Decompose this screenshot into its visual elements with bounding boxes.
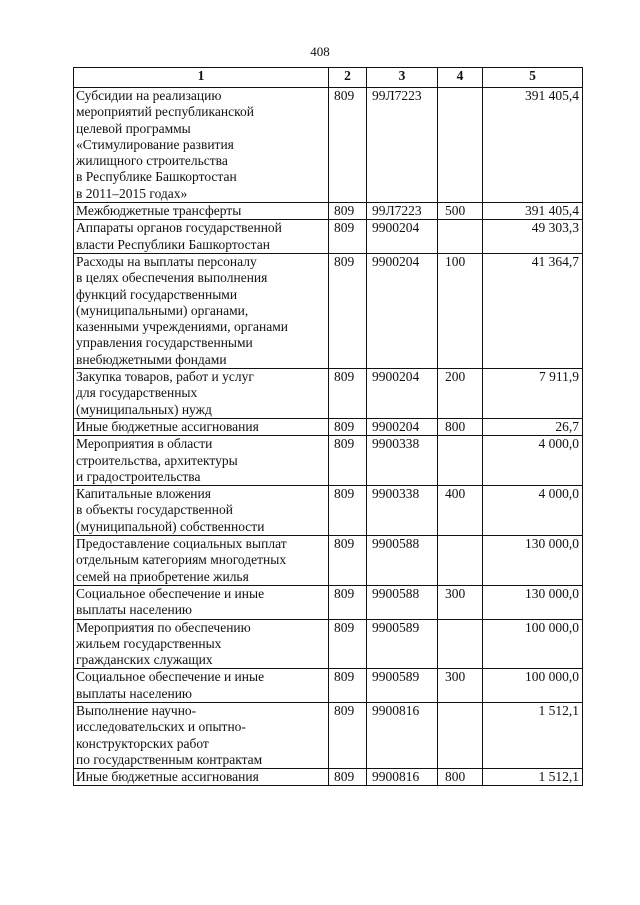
table-row bbox=[74, 369, 583, 419]
row-name-cell: Мероприятия в области строительства, архитектуры и градостроительства bbox=[74, 436, 329, 486]
row-type-cell bbox=[438, 436, 483, 486]
row-type-cell bbox=[438, 536, 483, 586]
row-article-cell: 9900589 bbox=[367, 619, 438, 669]
row-type-cell: 100 bbox=[438, 253, 483, 368]
row-name-cell: Выполнение научно- исследовательских и опытно- конструкторских работ по государственным контрактам bbox=[74, 702, 329, 768]
row-type-cell: 800 bbox=[438, 418, 483, 435]
row-code-cell: 809 bbox=[329, 203, 367, 220]
row-code-cell: 809 bbox=[329, 88, 367, 203]
header-col-3: 3 bbox=[367, 68, 438, 88]
row-name-cell: Межбюджетные трансферты bbox=[74, 203, 329, 220]
row-article-cell: 9900204 bbox=[367, 220, 438, 254]
row-code-cell: 809 bbox=[329, 702, 367, 768]
row-name-cell: Закупка товаров, работ и услуг для государственных (муниципальных) нужд bbox=[74, 369, 329, 419]
row-type-cell bbox=[438, 220, 483, 254]
row-amount-cell: 130 000,0 bbox=[483, 585, 583, 619]
table-row bbox=[74, 536, 583, 586]
table-header-row bbox=[74, 68, 583, 88]
table-row bbox=[74, 486, 583, 536]
row-type-cell: 400 bbox=[438, 486, 483, 536]
table-row bbox=[74, 253, 583, 368]
row-type-cell: 500 bbox=[438, 203, 483, 220]
table-row bbox=[74, 203, 583, 220]
row-article-cell: 99Л7223 bbox=[367, 203, 438, 220]
row-article-cell: 9900588 bbox=[367, 585, 438, 619]
row-article-cell: 99Л7223 bbox=[367, 88, 438, 203]
row-article-cell: 9900204 bbox=[367, 418, 438, 435]
row-amount-cell: 4 000,0 bbox=[483, 486, 583, 536]
table-row bbox=[74, 619, 583, 669]
header-col-5: 5 bbox=[483, 68, 583, 88]
row-amount-cell: 130 000,0 bbox=[483, 536, 583, 586]
row-article-cell: 9900588 bbox=[367, 536, 438, 586]
row-amount-cell: 391 405,4 bbox=[483, 203, 583, 220]
row-amount-cell: 49 303,3 bbox=[483, 220, 583, 254]
row-amount-cell: 1 512,1 bbox=[483, 769, 583, 786]
row-amount-cell: 391 405,4 bbox=[483, 88, 583, 203]
page-number: 408 bbox=[310, 44, 330, 59]
table-row bbox=[74, 88, 583, 203]
row-code-cell: 809 bbox=[329, 369, 367, 419]
row-type-cell bbox=[438, 88, 483, 203]
row-name-cell: Иные бюджетные ассигнования bbox=[74, 418, 329, 435]
row-amount-cell: 4 000,0 bbox=[483, 436, 583, 486]
row-article-cell: 9900338 bbox=[367, 436, 438, 486]
table-row bbox=[74, 436, 583, 486]
row-code-cell: 809 bbox=[329, 585, 367, 619]
header-col-4: 4 bbox=[438, 68, 483, 88]
row-article-cell: 9900338 bbox=[367, 486, 438, 536]
row-article-cell: 9900816 bbox=[367, 769, 438, 786]
table-row bbox=[74, 669, 583, 703]
row-code-cell: 809 bbox=[329, 220, 367, 254]
row-code-cell: 809 bbox=[329, 669, 367, 703]
row-amount-cell: 1 512,1 bbox=[483, 702, 583, 768]
row-name-cell: Социальное обеспечение и иные выплаты населению bbox=[74, 585, 329, 619]
row-name-cell: Иные бюджетные ассигнования bbox=[74, 769, 329, 786]
row-name-cell: Аппараты органов государственной власти Республики Башкортостан bbox=[74, 220, 329, 254]
row-type-cell bbox=[438, 619, 483, 669]
row-article-cell: 9900589 bbox=[367, 669, 438, 703]
row-name-cell: Расходы на выплаты персоналу в целях обеспечения выполнения функций государственными (муниципальными) органами, казенными учреждениями, органами управления государственными внебюджетными фондами bbox=[74, 253, 329, 368]
row-code-cell: 809 bbox=[329, 418, 367, 435]
row-article-cell: 9900204 bbox=[367, 369, 438, 419]
row-type-cell: 200 bbox=[438, 369, 483, 419]
row-amount-cell: 41 364,7 bbox=[483, 253, 583, 368]
table-body bbox=[74, 88, 583, 786]
row-code-cell: 809 bbox=[329, 536, 367, 586]
table-row bbox=[74, 769, 583, 786]
row-type-cell: 300 bbox=[438, 669, 483, 703]
header-col-1: 1 bbox=[74, 68, 329, 88]
header-col-2: 2 bbox=[329, 68, 367, 88]
row-code-cell: 809 bbox=[329, 486, 367, 536]
row-code-cell: 809 bbox=[329, 769, 367, 786]
row-name-cell: Предоставление социальных выплат отдельным категориям многодетных семей на приобретение жилья bbox=[74, 536, 329, 586]
row-type-cell: 800 bbox=[438, 769, 483, 786]
row-article-cell: 9900204 bbox=[367, 253, 438, 368]
row-amount-cell: 7 911,9 bbox=[483, 369, 583, 419]
row-code-cell: 809 bbox=[329, 436, 367, 486]
row-amount-cell: 100 000,0 bbox=[483, 619, 583, 669]
table-row bbox=[74, 220, 583, 254]
table-row bbox=[74, 418, 583, 435]
row-article-cell: 9900816 bbox=[367, 702, 438, 768]
row-name-cell: Субсидии на реализацию мероприятий республиканской целевой программы «Стимулирование развития жилищного строительства в Республике Башкортостан в 2011–2015 годах» bbox=[74, 88, 329, 203]
row-amount-cell: 26,7 bbox=[483, 418, 583, 435]
table-row bbox=[74, 702, 583, 768]
row-type-cell: 300 bbox=[438, 585, 483, 619]
row-amount-cell: 100 000,0 bbox=[483, 669, 583, 703]
budget-table bbox=[73, 67, 583, 786]
row-type-cell bbox=[438, 702, 483, 768]
table-row bbox=[74, 585, 583, 619]
row-name-cell: Мероприятия по обеспечению жильем государственных гражданских служащих bbox=[74, 619, 329, 669]
row-code-cell: 809 bbox=[329, 253, 367, 368]
row-name-cell: Социальное обеспечение и иные выплаты населению bbox=[74, 669, 329, 703]
row-code-cell: 809 bbox=[329, 619, 367, 669]
row-name-cell: Капитальные вложения в объекты государственной (муниципальной) собственности bbox=[74, 486, 329, 536]
